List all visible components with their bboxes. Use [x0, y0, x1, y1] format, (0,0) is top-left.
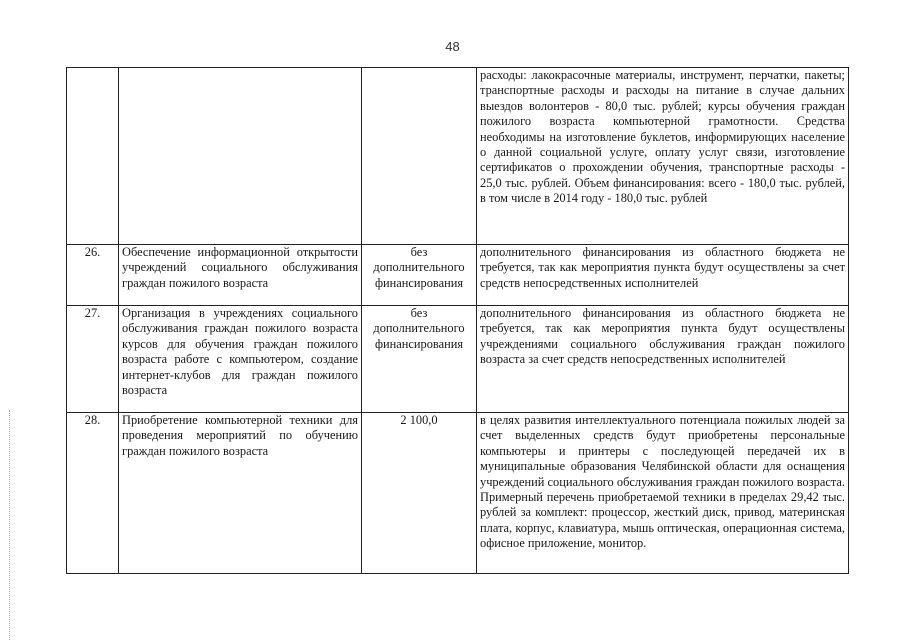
financing-amount	[362, 68, 477, 245]
activity-name: Обеспечение информационной открытости учреждений социального обслуживания граждан пожилого возраста	[119, 245, 362, 306]
table-row	[67, 413, 849, 574]
financing-line: без	[410, 306, 428, 320]
table-row	[67, 306, 849, 413]
row-number: 26.	[67, 245, 119, 306]
activity-name	[119, 68, 362, 245]
activity-description: дополнительного финансирования из областного бюджета не требуется, так как мероприятия пункта будут осуществлены учреждениями социального обслуживания граждан пожилого возраста за счет средств непосредственных исполнителей	[477, 306, 849, 413]
activity-name: Организация в учреждениях социального обслуживания граждан пожилого возраста курсов для обучения граждан пожилого возраста работе с компьютером, создание интернет-клубов для граждан пожилого возраста	[119, 306, 362, 413]
activities-table	[66, 67, 849, 574]
financing-amount	[362, 306, 477, 413]
table-row	[67, 245, 849, 306]
activity-description: дополнительного финансирования из областного бюджета не требуется, так как мероприятия пункта будут осуществлены за счет средств непосредственных исполнителей	[477, 245, 849, 306]
page-number: 48	[445, 39, 460, 54]
financing-line: дополнительного	[373, 260, 465, 275]
table-row	[67, 68, 849, 245]
row-number	[67, 68, 119, 245]
financing-line: 2 100,0	[400, 413, 438, 427]
row-number: 27.	[67, 306, 119, 413]
financing-amount	[362, 245, 477, 306]
activity-name: Приобретение компьютерной техники для проведения мероприятий по обучению граждан пожилого возраста	[119, 413, 362, 574]
financing-line: дополнительного	[373, 321, 465, 336]
financing-amount	[362, 413, 477, 574]
activity-description: расходы: лакокрасочные материалы, инструмент, перчатки, пакеты; транспортные расходы и расходы на питание в случае дальних выездов волонтеров - 80,0 тыс. рублей; курсы обучения граждан пожилого возраста компьютерной грамотности. Средства необходимы на изготовление буклетов, информирующих население о данной социальной услуге, оплату услуг связи, изготовление сертификатов о прохождении обучения, транспортные расходы - 25,0 тыс. рублей. Объем финансирования: всего - 180,0 тыс. рублей, в том числе в 2014 году - 180,0 тыс. рублей	[477, 68, 849, 245]
financing-line: финансирования	[374, 336, 464, 351]
margin-scan-marks	[9, 410, 12, 640]
activity-description: в целях развития интеллектуального потенциала пожилых людей за счет выделенных средств будут приобретены персональные компьютеры и принтеры с последующей передачей их в муниципальные образования Челябинской области для оснащения учреждений социального обслуживания граждан пожилого возраста. Примерный перечень приобретаемой техники в пределах 29,42 тыс. рублей за комплект: процессор, жесткий диск, привод, материнская плата, корпус, клавиатура, мышь оптическая, операционная система, офисное приложение, монитор.	[477, 413, 849, 574]
row-number: 28.	[67, 413, 119, 574]
financing-line: финансирования	[374, 275, 464, 290]
financing-line: без	[410, 245, 428, 259]
